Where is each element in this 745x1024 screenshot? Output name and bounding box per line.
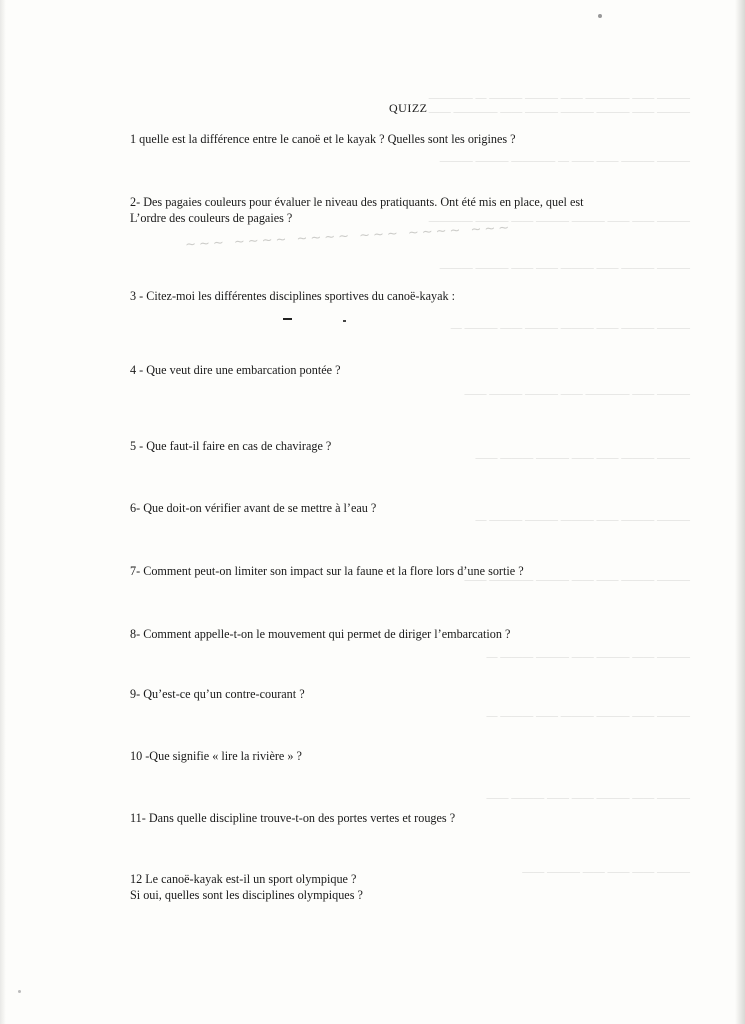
show-through-text: ——— —— ——— ——— —— ——— — [486,710,690,722]
show-through-text: ——— ——— —— —— ——— ———— —— [464,574,690,586]
question-8 [130,626,510,642]
show-through-text: ——— ——— —— ——— —— —— ——— ——— [439,262,690,274]
question-4 [130,362,340,378]
question-12 [130,871,363,903]
question-line: 2- Des pagaies couleurs pour évaluer le niveau des pratiquants. Ont été mis en place, quel est [130,195,584,209]
question-3 [130,288,455,304]
show-through-text: ——— —— ——— —— ——— ——— — [486,651,690,663]
show-through-text: ——— —— —— ——— ——— —— ——— ———— [428,215,690,227]
question-7 [130,563,524,579]
show-through-text: ——— —— ——— ——— ——— —— ———— —— [428,106,690,118]
question-10 [130,748,302,764]
question-line: 5 - Que faut-il faire en cas de chavirage ? [130,439,332,453]
question-line: 1 quelle est la différence entre le canoë et le kayak ? Quelles sont les origines ? [130,132,516,146]
question-line: 9- Qu’est-ce qu’un contre-courant ? [130,687,305,701]
question-line: 7- Comment peut-on limiter son impact sur la faune et la flore lors d’une sortie ? [130,564,524,578]
show-through-text: ——— ——— —— —— ——— ——— —— [475,452,690,464]
show-through-text: ——— ——— —— ——— ——— ——— — [475,514,690,526]
question-line: 10 -Que signifie « lire la rivière » ? [130,749,302,763]
question-11 [130,810,455,826]
show-through-text: ——— —— ——— —— —— ——— —— [486,792,690,804]
question-line: L’ordre des couleurs de pagaies ? [130,211,293,225]
pen-mark [283,318,292,320]
show-through-text: ——— ——— —— ——— ——— —— ——— — [450,322,690,334]
question-line: 11- Dans quelle discipline trouve-t-on des portes vertes et rouges ? [130,811,456,825]
scan-edge-left [0,0,6,1024]
show-through-text: ——— —— —— —— ——— —— [522,866,690,878]
question-line: 12 Le canoë-kayak est-il un sport olympique ? [130,872,357,886]
show-through-text: ——— —— ———— —— ——— ——— — ———— [428,92,690,104]
question-line: 6- Que doit-on vérifier avant de se mettre à l’eau ? [130,501,377,515]
question-1 [130,131,516,147]
show-through-text: ——— ——— —— —— — ———— ——— ——— [439,155,690,167]
quiz-title: QUIZZ [389,101,428,115]
scan-speck [598,14,602,18]
question-line: 3 - Citez-moi les différentes disciplines sportives du canoë-kayak : [130,289,456,303]
show-through-text: ——— —— ———— —— ——— ——— —— [464,388,690,400]
question-line: Si oui, quelles sont les disciplines olympiques ? [130,888,363,902]
scan-speck [18,990,21,993]
question-6 [130,500,376,516]
question-9 [130,686,305,702]
pen-mark [343,320,346,322]
faint-handwriting: ~~~ ~~~~ ~~~~ ~~~ ~~~~ ~~~ [184,220,513,253]
scan-edge-right [735,0,745,1024]
question-2 [130,194,584,226]
question-line: 8- Comment appelle-t-on le mouvement qui permet de diriger l’embarcation ? [130,627,511,641]
question-line: 4 - Que veut dire une embarcation pontée ? [130,363,341,377]
question-5 [130,438,331,454]
